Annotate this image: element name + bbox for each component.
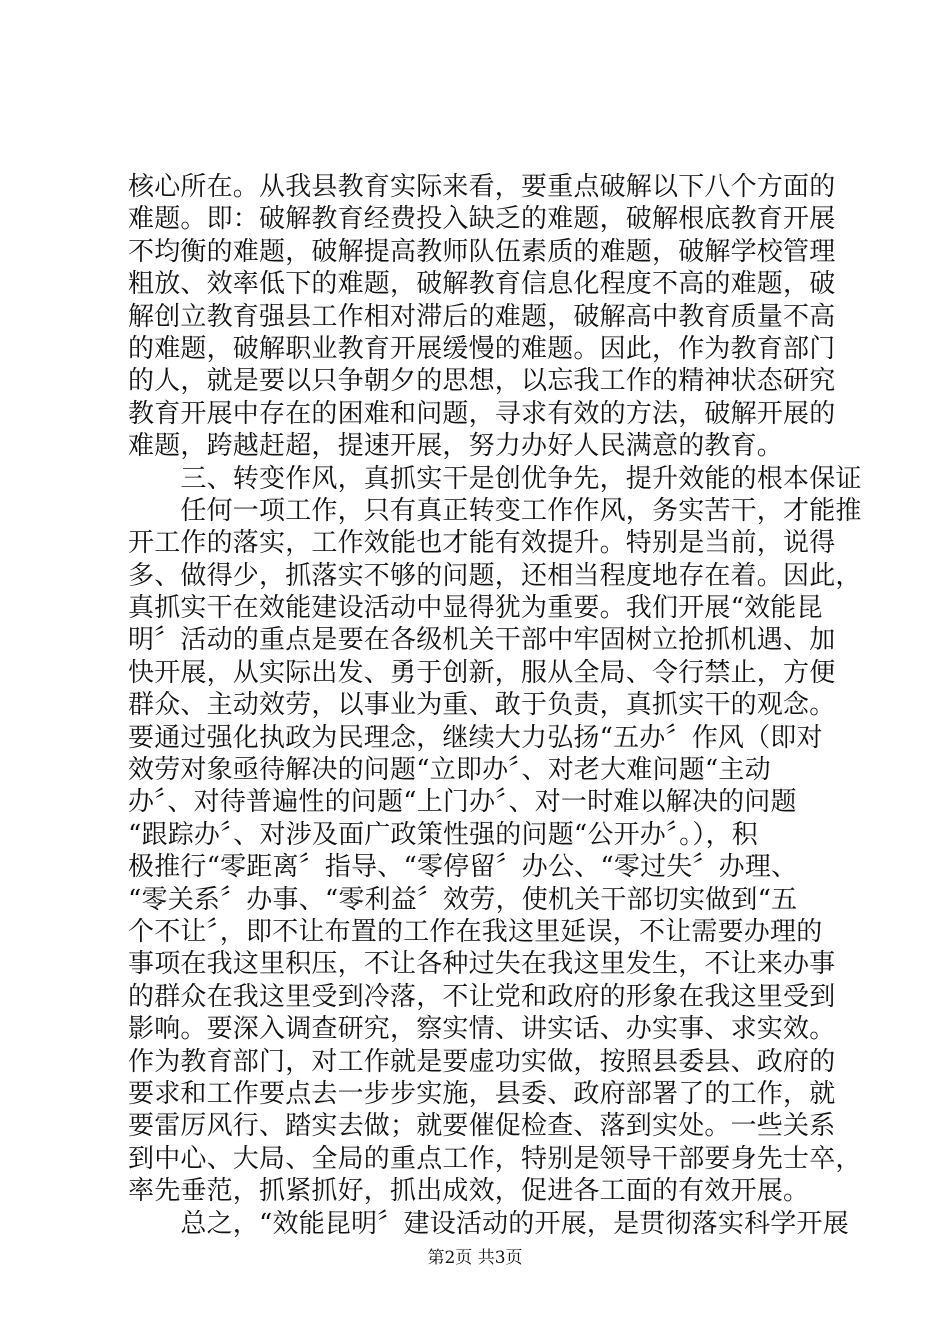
text-line: “零关系〞办事、“零利益〞效劳，使机关干部切实做到“五 — [128, 884, 798, 915]
text-line: 个不让〞，即不让布置的工作在我这里延误，不让需要办理的 — [128, 916, 823, 947]
text-line: 开工作的落实，工作效能也才能有效提升。特别是当前，说得 — [128, 528, 836, 559]
text-line: 粗放、效率低下的难题，破解教育信息化程度不高的难题，破 — [128, 269, 836, 300]
text-line: 的难题，破解职业教育开展缓慢的难题。因此，作为教育部门 — [128, 333, 836, 364]
text-line: 办〞、对待普遍性的问题“上门办〞、对一时难以解决的问题 — [128, 787, 797, 818]
text-line: 到中心、大局、全局的重点工作，特别是领导干部要身先士卒， — [128, 1143, 862, 1174]
text-line: 率先垂范，抓紧抓好，抓出成效，促进各工面的有效开展。 — [128, 1176, 810, 1207]
page-footer: 第2页 共3页 — [427, 1248, 523, 1268]
text-line: 明〞活动的重点是要在各级机关干部中牢固树立抢抓机遇、加 — [128, 625, 836, 656]
text-line: 效劳对象亟待解决的问题“立即办〞、对老大难问题“主动 — [128, 755, 771, 786]
text-line: 的人，就是要以只争朝夕的思想，以忘我工作的精神状态研究 — [128, 366, 836, 397]
text-line: 不均衡的难题，破解提高教师队伍素质的难题，破解学校管理 — [128, 236, 836, 267]
text-line: 解创立教育强县工作相对滞后的难题，破解高中教育质量不高 — [128, 301, 836, 332]
text-line: 难题。即：破解教育经费投入缺乏的难题，破解根底教育开展 — [128, 204, 836, 235]
text-line: 要通过强化执政为民理念，继续大力弘扬“五办〞作风（即对 — [128, 722, 823, 753]
text-line: 要雷厉风行、踏实去做；就要催促检查、落到实处。一些关系 — [128, 1111, 836, 1142]
text-line: 难题，跨越赶超，提速开展，努力办好人民满意的教育。 — [128, 431, 784, 462]
text-line: 快开展，从实际出发、勇于创新，服从全局、令行禁止，方便 — [128, 657, 836, 688]
text-line: 任何一项工作，只有真正转变工作作风，务实苦干，才能推 — [128, 495, 862, 526]
text-line: “跟踪办〞、对涉及面广政策性强的问题“公开办〞。），积 — [128, 819, 758, 850]
text-line: 总之，“效能昆明〞建设活动的开展，是贯彻落实科学开展 — [128, 1208, 849, 1239]
text-line: 群众、主动效劳，以事业为重、敢于负责，真抓实干的观念。 — [128, 690, 836, 721]
text-line: 影响。要深入调查研究，察实情、讲实话、办实事、求实效。 — [128, 1014, 836, 1045]
text-line: 多、做得少，抓落实不够的问题，还相当程度地存在着。因此， — [128, 560, 862, 591]
text-line: 的群众在我这里受到冷落，不让党和政府的形象在我这里受到 — [128, 981, 836, 1012]
text-line: 要求和工作要点去一步步实施，县委、政府部署了的工作，就 — [128, 1078, 836, 1109]
document-body — [128, 171, 862, 1240]
text-line: 教育开展中存在的困难和问题，寻求有效的方法，破解开展的 — [128, 398, 836, 429]
text-line: 作为教育部门，对工作就是要虚功实做，按照县委县、政府的 — [128, 1046, 836, 1077]
section-heading: 三、转变作风，真抓实干是创优争先，提升效能的根本保证 — [128, 463, 862, 494]
text-line: 核心所在。从我县教育实际来看，要重点破解以下八个方面的 — [128, 172, 836, 202]
text-line: 真抓实干在效能建设活动中显得犹为重要。我们开展“效能昆 — [128, 593, 823, 624]
text-line: 事项在我这里积压，不让各种过失在我这里发生，不让来办事 — [128, 949, 836, 980]
text-line: 极推行“零距离〞指导、“零停留〞办公、“零过失〞办理、 — [128, 852, 798, 883]
